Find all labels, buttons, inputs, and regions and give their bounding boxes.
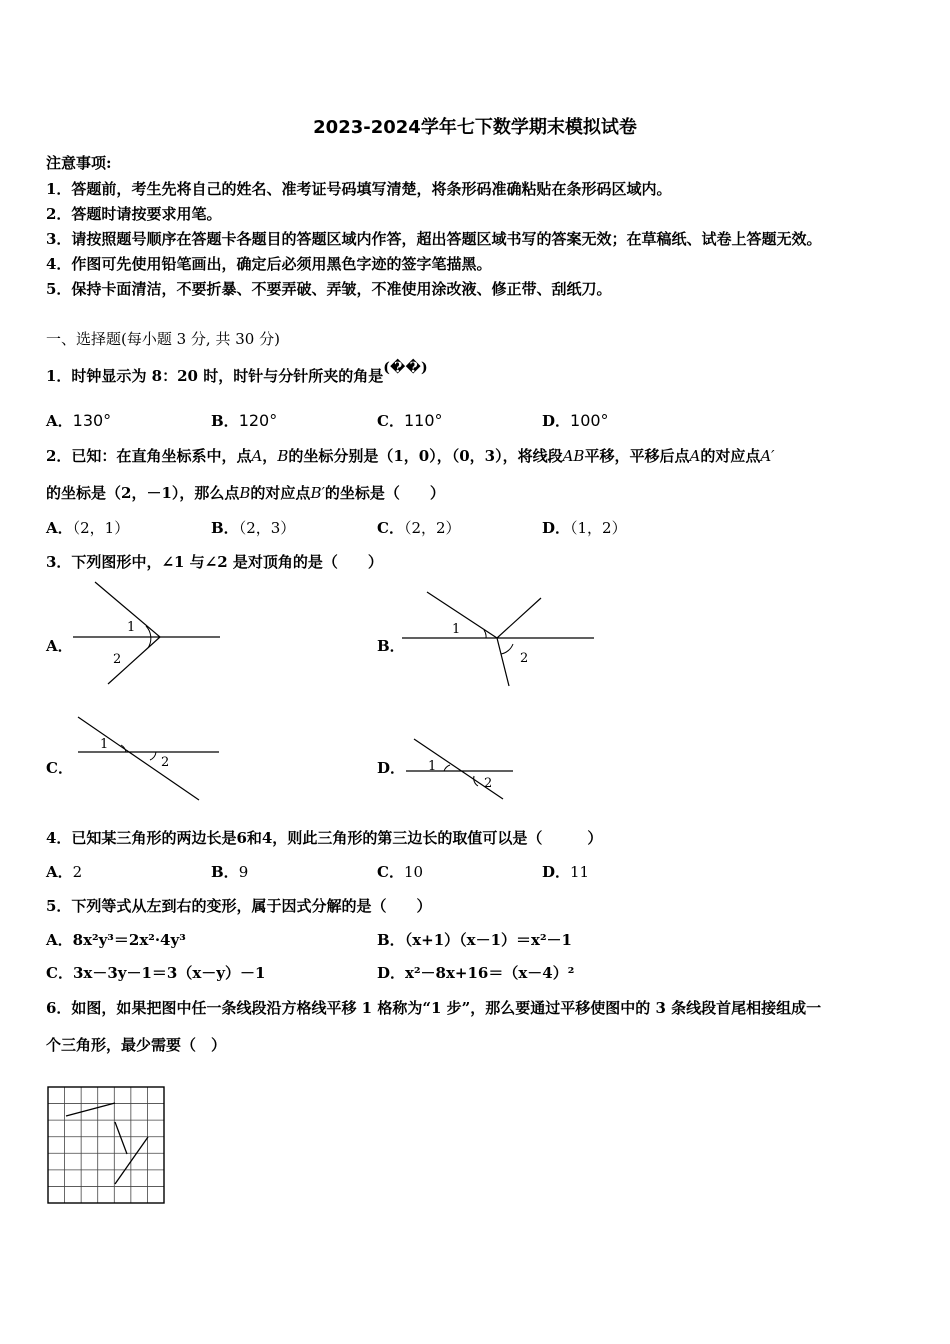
q2-text-part: 的对应点 — [700, 447, 761, 465]
q3-figure-b — [400, 590, 600, 690]
q6-grid-figure — [47, 1086, 167, 1206]
q2-text-part: 平移，平移后点 — [584, 447, 690, 465]
option-value: （2，3） — [238, 519, 296, 537]
angle-2-label: 2 — [161, 755, 170, 770]
option-value: （2，1） — [72, 519, 130, 537]
q2-option-b — [211, 517, 295, 538]
line — [497, 638, 509, 686]
q5-option-c — [46, 962, 265, 983]
q1-option-a — [46, 410, 111, 431]
q3-option-d-letter: D． — [377, 759, 406, 777]
option-letter: C． — [46, 964, 73, 982]
var-b: B — [239, 484, 251, 502]
option-letter: B． — [211, 863, 239, 881]
q5-option-b — [377, 929, 572, 950]
option-letter: C． — [377, 519, 404, 537]
var-a: A — [689, 447, 701, 465]
angle-1-label: 1 — [127, 620, 136, 635]
option-letter: A． — [46, 863, 73, 881]
var-a-prime: A′ — [760, 447, 775, 465]
option-letter: B． — [211, 412, 239, 430]
q3-option-b-letter: B． — [377, 637, 405, 655]
notice-item-5: 5．保持卡面清洁，不要折暴、不要弄破、弄皱，不准使用涂改液、修正带、刮纸刀。 — [46, 280, 612, 298]
grid-border — [48, 1087, 164, 1203]
line — [427, 592, 497, 638]
q1-paren: (��) — [383, 360, 428, 376]
q3-figure-c — [68, 710, 228, 805]
q2-option-c — [377, 517, 461, 538]
angle-arc — [501, 644, 513, 654]
option-value: 110° — [403, 411, 443, 430]
q2-option-d — [542, 517, 627, 538]
option-value: （2，2） — [403, 519, 461, 537]
q1-option-b — [211, 410, 277, 431]
q1-option-d — [542, 410, 609, 431]
option-value: 10 — [403, 863, 424, 881]
angle-arc — [150, 752, 156, 760]
q2-text-part: 2．已知：在直角坐标系中，点 — [46, 447, 252, 465]
option-value: 9 — [238, 863, 249, 881]
option-letter: A． — [46, 412, 73, 430]
option-letter: C． — [377, 412, 404, 430]
notice-item-3: 3．请按照题号顺序在答题卡各题目的答题区域内作答，超出答题区域书写的答案无效；在草稿纸、试卷上答题无效。 — [46, 230, 822, 248]
notice-item-4: 4．作图可先使用铅笔画出，确定后必须用黑色字迹的签字笔描黑。 — [46, 255, 492, 273]
angle-2-label: 2 — [113, 652, 122, 667]
q3-figure-a — [68, 580, 228, 690]
q2-option-a — [46, 517, 129, 538]
line — [497, 598, 541, 638]
option-value: 120° — [238, 411, 278, 430]
angle-arc — [444, 765, 450, 771]
line — [78, 717, 199, 800]
option-value: 130° — [72, 411, 112, 430]
q2-text-part: 的坐标分别是（1，0），（0，3），将线段 — [288, 447, 563, 465]
option-letter: D． — [542, 863, 571, 881]
q5-option-d — [377, 962, 574, 983]
q6-line-1: 6．如图，如果把图中任一条线段沿方格线平移 1 格称为“1 步”，那么要通过平移使图中的 3 条线段首尾相接组成一 — [46, 999, 822, 1017]
option-letter: C． — [377, 863, 404, 881]
q1-option-c — [377, 410, 443, 431]
q2-line-1 — [46, 445, 775, 466]
var-ab: AB — [562, 447, 585, 465]
notice-item-1: 1．答题前，考生先将自己的姓名、准考证号码填写清楚，将条形码准确粘贴在条形码区域内。 — [46, 180, 672, 198]
q2-text-part: ， — [262, 447, 278, 465]
option-value: 11 — [570, 863, 590, 881]
q3-text: 3．下列图形中，∠1 与∠2 是对顶角的是（ ） — [46, 553, 383, 571]
q3-figure-d — [400, 735, 520, 805]
option-letter: B． — [377, 931, 405, 949]
option-letter: D． — [377, 964, 406, 982]
q1-text — [46, 360, 428, 386]
var-b: B — [277, 447, 289, 465]
q4-option-d — [542, 861, 589, 882]
q6-line-2: 个三角形，最少需要（ ） — [46, 1036, 227, 1054]
q3-option-c-letter: C． — [46, 759, 73, 777]
q4-text: 4．已知某三角形的两边长是6和4，则此三角形的第三边长的取值可以是（ ） — [46, 829, 603, 847]
notice-item-2: 2．答题时请按要求用笔。 — [46, 205, 222, 223]
q3-option-a-letter: A． — [46, 637, 73, 655]
q4-option-a — [46, 861, 82, 882]
angle-2-label: 2 — [520, 651, 529, 666]
q2-text-part: 的对应点 — [250, 484, 311, 502]
angle-1-label: 1 — [452, 622, 461, 637]
q5-text: 5．下列等式从左到右的变形，属于因式分解的是（ ） — [46, 897, 432, 915]
option-value: （x+1）（x－1）＝x²－1 — [404, 931, 572, 949]
option-value: 2 — [72, 863, 83, 881]
segment — [115, 1137, 148, 1184]
grid-lines — [48, 1087, 164, 1203]
option-letter: D． — [542, 412, 571, 430]
notice-heading: 注意事项: — [46, 154, 112, 172]
var-b-prime: B′ — [310, 484, 325, 502]
q4-option-c — [377, 861, 423, 882]
q2-line-2 — [46, 482, 445, 503]
option-letter: A． — [46, 519, 73, 537]
option-letter: A． — [46, 931, 73, 949]
angle-2-label: 2 — [484, 776, 493, 791]
q4-option-b — [211, 861, 248, 882]
option-value: 100° — [570, 411, 609, 430]
q1-stem: 1．时钟显示为 8：20 时，时针与分针所夹的角是 — [46, 367, 384, 385]
angle-1-label: 1 — [428, 759, 437, 774]
section-heading: 一、选择题(每小题 3 分, 共 30 分) — [46, 330, 280, 348]
option-letter: B． — [211, 519, 239, 537]
option-value: 3x－3y－1＝3（x－y）－1 — [72, 964, 266, 982]
q5-option-a — [46, 929, 186, 950]
option-value: x²－8x+16＝（x－4）² — [405, 964, 575, 982]
segment — [66, 1103, 115, 1116]
q2-text-part: 的坐标是（ ） — [324, 484, 445, 502]
option-value: （1，2） — [570, 519, 627, 537]
var-a: A — [251, 447, 263, 465]
angle-1-label: 1 — [100, 737, 109, 752]
option-letter: D． — [542, 519, 571, 537]
segment — [115, 1122, 127, 1154]
page-title: 2023-2024学年七下数学期末模拟试卷 — [313, 117, 637, 138]
option-value: 8x²y³＝2x²·4y³ — [72, 931, 186, 949]
q2-text-part: 的坐标是（2，－1），那么点 — [46, 484, 240, 502]
